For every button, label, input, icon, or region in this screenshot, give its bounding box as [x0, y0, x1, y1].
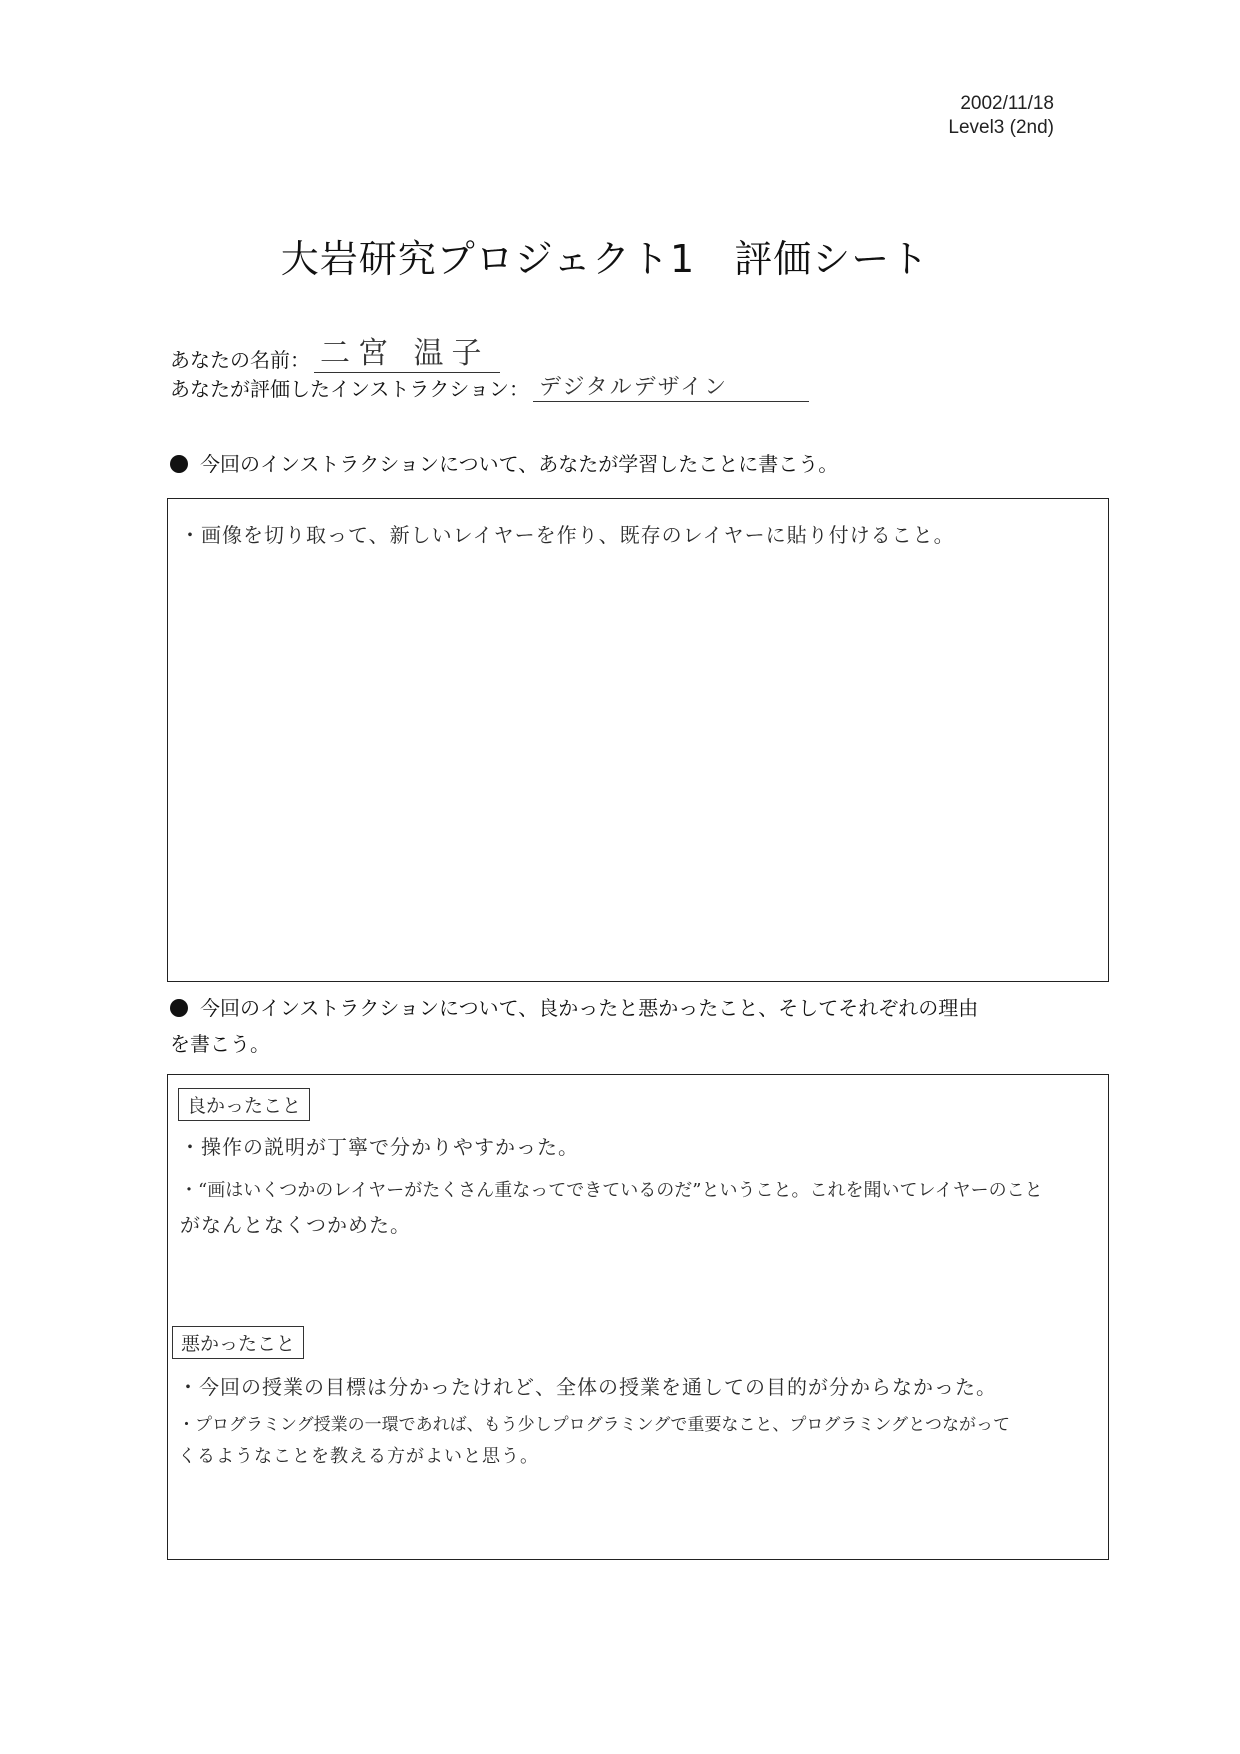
bad-point-line: ・今回の授業の目標は分かったけれど、全体の授業を通しての目的が分からなかった。 [178, 1375, 997, 1399]
name-handwritten-value: 二宮 温子 [314, 328, 500, 373]
good-point-line: ・“画はいくつかのレイヤーがたくさん重なってできているのだ”ということ。これを聞いてレイヤーのこと [180, 1180, 1043, 1201]
bad-points-label: 悪かったこと [172, 1326, 304, 1359]
answer-1-line: ・画像を切り取って、新しいレイヤーを作り、既存のレイヤーに貼り付けること。 [180, 523, 955, 547]
level-text: Level3 (2nd) [948, 117, 1054, 138]
name-label: あなたの名前： [170, 348, 310, 372]
question-1 [170, 446, 1070, 482]
header-meta [948, 92, 1054, 140]
bad-point-line: ・プログラミング授業の一環であれば、もう少しプログラミングで重要なこと、プログラミングとつながって [178, 1415, 1010, 1435]
good-point-line: がなんとなくつかめた。 [180, 1213, 411, 1237]
name-field-row [170, 328, 500, 373]
date-text: 2002/11/18 [960, 93, 1054, 114]
good-points-label: 良かったこと [178, 1088, 310, 1121]
bullet-icon [170, 455, 188, 473]
good-point-line: ・操作の説明が丁寧で分かりやすかった。 [180, 1135, 579, 1159]
question-1-text: 今回のインストラクションについて、あなたが学習したことに書こう。 [200, 452, 839, 476]
bullet-icon [170, 999, 188, 1017]
instruction-label: あなたが評価したインストラクション： [170, 377, 529, 401]
bad-point-line: くるようなことを教える方がよいと思う。 [178, 1446, 539, 1467]
question-2-text-line1: 今回のインストラクションについて、良かったと悪かったこと、そしてそれぞれの理由 [200, 996, 979, 1020]
instruction-handwritten-value: デジタルデザイン [533, 370, 809, 402]
page-title: 大岩研究プロジェクト1 評価シート [280, 237, 930, 281]
instruction-field-row [170, 370, 809, 402]
answer-box-1 [167, 498, 1109, 982]
question-2-text-line2: を書こう。 [170, 1032, 270, 1056]
question-2 [170, 990, 1070, 1062]
